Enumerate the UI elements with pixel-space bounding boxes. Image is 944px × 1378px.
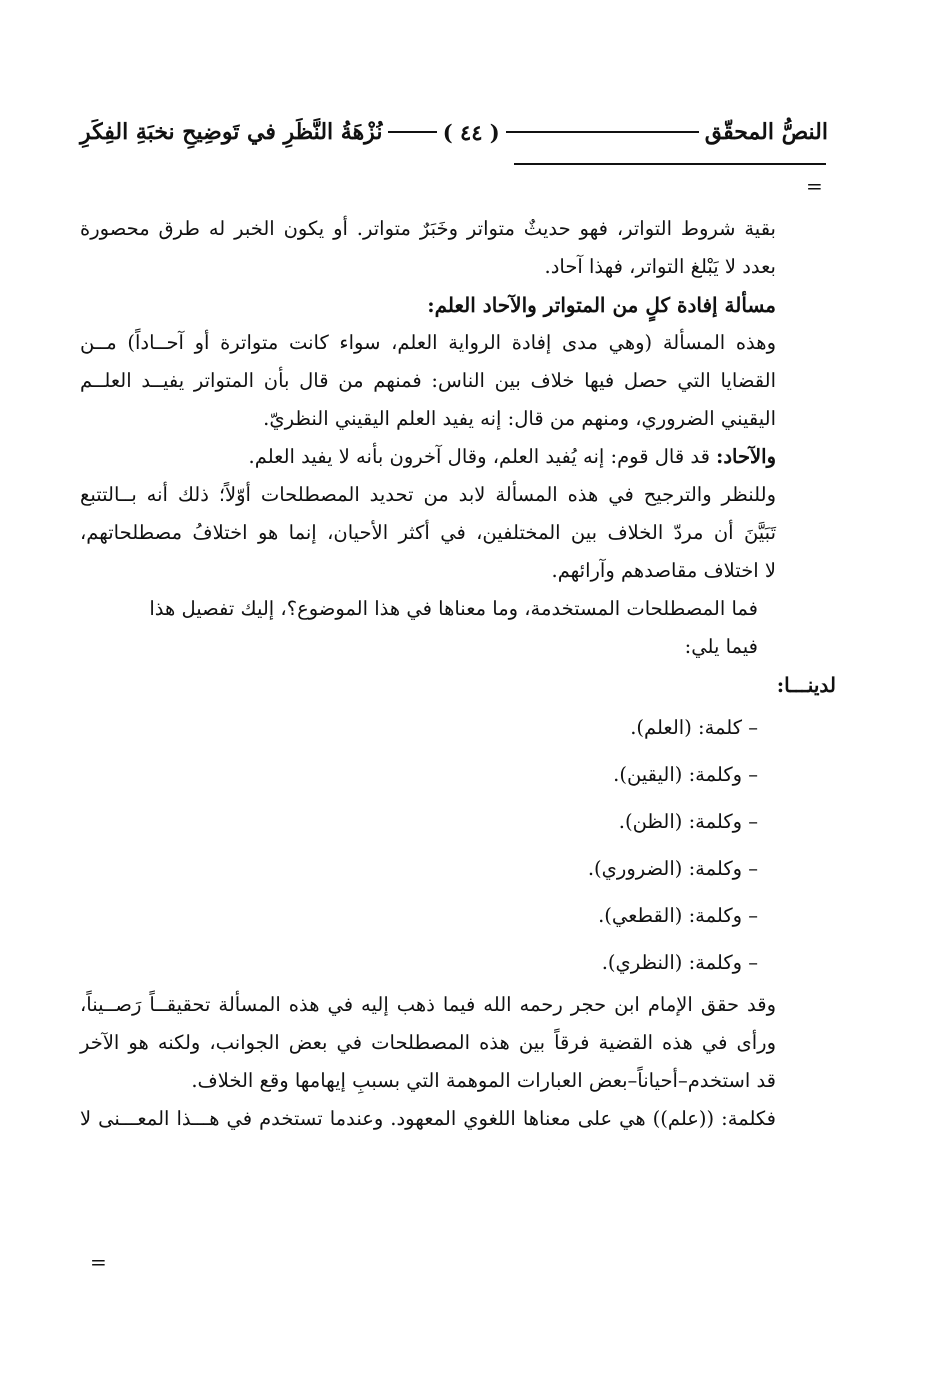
section-title: النصُّ المحقّق	[704, 119, 828, 145]
continuation-mark-top: =	[806, 174, 823, 198]
inline-heading: والآحاد:	[716, 445, 776, 468]
section-heading: مسألة إفادة كلٍ من المتواتر والآحاد العلم:	[427, 293, 776, 317]
list-item: – وكلمة: (الظن).	[618, 810, 758, 833]
text-line: فيما يلي:	[684, 635, 758, 658]
running-header	[80, 110, 828, 154]
header-rule	[514, 163, 826, 165]
terms-list	[80, 704, 776, 986]
page-body	[80, 210, 836, 1138]
list-item: – وكلمة: (القطعي).	[598, 904, 758, 927]
text-line: فما المصطلحات المستخدمة، وما معناها في هذا الموضوع؟، إليك تفصيل هذا	[149, 597, 758, 620]
text-line: قد استخدم–أحياناً–بعض العبارات الموهمة التي بسببِ إيهامها وقع الخلاف.	[191, 1069, 776, 1092]
continuation-mark-bottom: =	[90, 1250, 107, 1274]
text-line: بعدد لا يَبْلغ التواتر، فهذا آحاد.	[544, 255, 776, 278]
page-number: ( ٤٤ )	[442, 119, 500, 145]
text-line: تَبَيَّنَ أن مردّ الخلاف بين المختلفين، في أكثر الأحيان، إنما هو اختلافُ مصطلحاتهم،	[80, 521, 776, 544]
text-line: فكلمة: ((علم)) هي على معناها اللغوي المعهود. وعندما تستخدم في هـــذا المعـــنى لا	[80, 1107, 776, 1130]
section-heading: لدينـــا:	[776, 673, 836, 697]
list-item: – وكلمة: (اليقين).	[613, 763, 758, 786]
text-line: ورأى في هذه القضية فرقاً بين هذه المصطلحات في بعض الجوانب، ولكنه هو الآخر	[80, 1031, 776, 1054]
text-line: اليقيني الضروري، ومنهم من قال: إنه يفيد العلم اليقيني النظريّ.	[263, 407, 776, 430]
list-item: – وكلمة: (النظري).	[601, 951, 758, 974]
header-dash-line-short	[388, 131, 436, 133]
text-line: لا اختلاف مقاصدهم وآرائهم.	[551, 559, 776, 582]
text-line: بقية شروط التواتر، فهو حديثٌ متواتر وخَبَرٌ متواتر. أو يكون الخبر له طرق محصورة	[80, 217, 776, 240]
text-line: وللنظر والترجيح في هذه المسألة لابد من تحديد المصطلحات أوّلاً؛ ذلك أنه بــالتتبع	[80, 483, 776, 506]
text-line: القضايا التي حصل فيها خلاف بين الناس: فمنهم من قال بأن المتواتر يفيــد العلــم	[80, 369, 776, 392]
inline-text: قد قال قوم: إنه يُفيد العلم، وقال آخرون بأنه لا يفيد العلم.	[248, 445, 717, 468]
text-line: وقد حقق الإمام ابن حجر رحمه الله فيما ذهب إليه في هذه المسألة تحقيقــاً رَصــيناً،	[80, 993, 776, 1016]
text-line	[80, 438, 776, 476]
book-title: نُزْهَةُ النَّظَرِ في تَوضِيحِ نخبَةِ الفِكَرِ	[80, 119, 383, 145]
list-item: – وكلمة: (الضروري).	[587, 857, 758, 880]
text-line: وهذه المسألة (وهي مدى إفادة الرواية العلم، سواء كانت متواترة أو آحــاداً) مــن	[80, 331, 776, 354]
list-item: – كلمة: (العلم).	[630, 716, 758, 739]
header-dash-line	[506, 131, 699, 133]
